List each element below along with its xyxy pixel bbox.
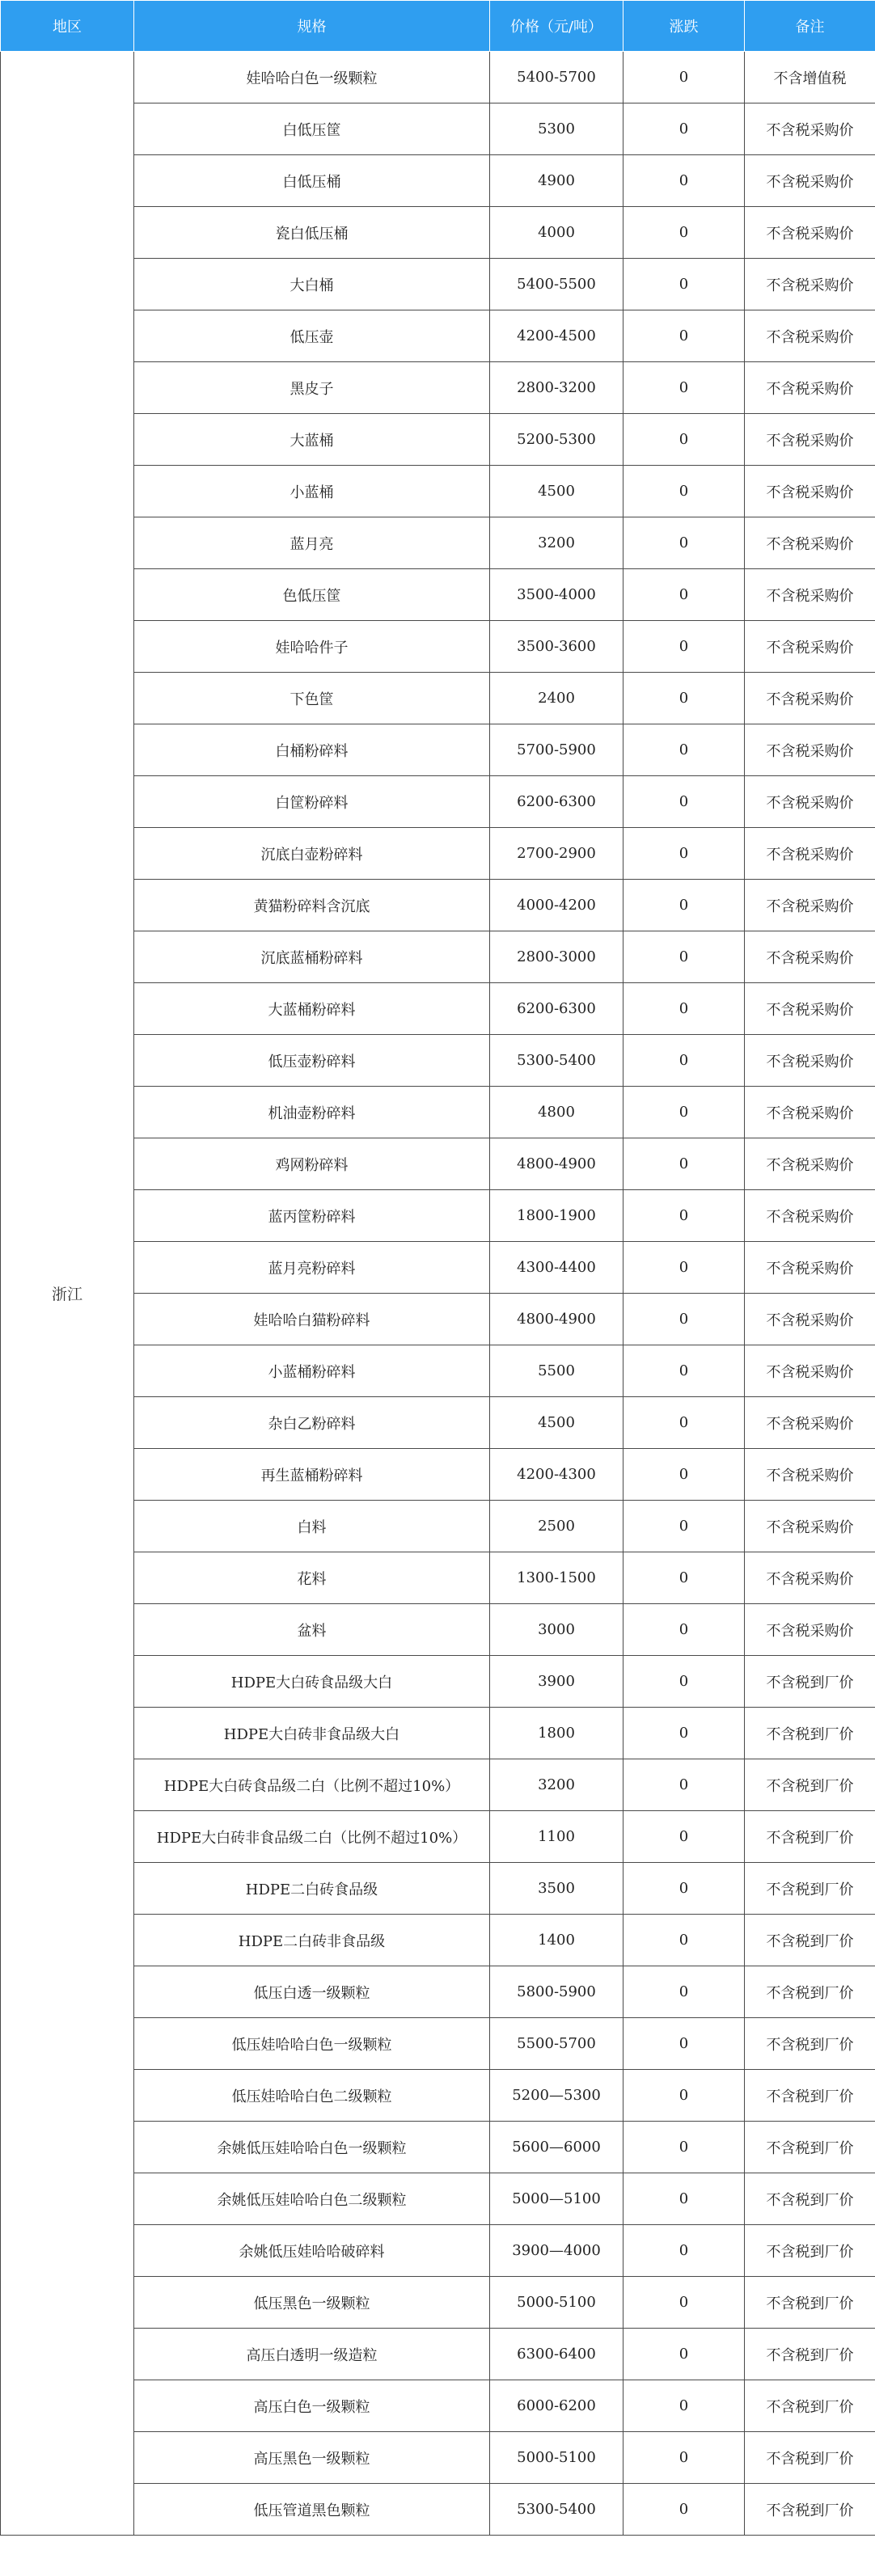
spec-cell: HDPE二白砖食品级 [134,1863,490,1915]
note-cell: 不含税采购价 [745,724,875,776]
header-row [1,1,875,52]
note-cell: 不含税到厂价 [745,2070,875,2122]
note-cell: 不含税采购价 [745,1294,875,1345]
change-cell: 0 [623,2432,745,2484]
change-cell: 0 [623,155,745,207]
change-cell: 0 [623,466,745,517]
change-cell: 0 [623,776,745,828]
note-cell: 不含税采购价 [745,1552,875,1604]
table-row [1,52,875,103]
price-cell: 5500-5700 [490,2018,623,2070]
note-cell: 不含税到厂价 [745,1759,875,1811]
note-cell: 不含税到厂价 [745,2432,875,2484]
note-cell: 不含税采购价 [745,1087,875,1138]
note-cell: 不含税采购价 [745,1449,875,1501]
change-cell: 0 [623,2380,745,2432]
price-cell: 5600—6000 [490,2122,623,2173]
spec-cell: 小蓝桶粉碎料 [134,1345,490,1397]
spec-cell: 杂白乙粉碎料 [134,1397,490,1449]
spec-cell: 黄猫粉碎料含沉底 [134,880,490,931]
spec-cell: 低压白透一级颗粒 [134,1966,490,2018]
price-cell: 5300-5400 [490,2484,623,2536]
price-cell: 5000—5100 [490,2173,623,2225]
change-cell: 0 [623,414,745,466]
change-cell: 0 [623,1242,745,1294]
change-cell: 0 [623,1604,745,1656]
spec-cell: 瓷白低压桶 [134,207,490,259]
spec-cell: 白桶粉碎料 [134,724,490,776]
spec-cell: 低压娃哈哈白色一级颗粒 [134,2018,490,2070]
price-cell: 3000 [490,1604,623,1656]
price-cell: 3900 [490,1656,623,1708]
change-cell: 0 [623,2173,745,2225]
note-cell: 不含税采购价 [745,466,875,517]
note-cell: 不含税到厂价 [745,2173,875,2225]
change-cell: 0 [623,2225,745,2277]
note-cell: 不含税到厂价 [745,1811,875,1863]
change-cell: 0 [623,1397,745,1449]
note-cell: 不含税采购价 [745,1035,875,1087]
spec-cell: 蓝月亮粉碎料 [134,1242,490,1294]
header-price: 价格（元/吨） [490,1,623,52]
price-cell: 2800-3200 [490,362,623,414]
note-cell: 不含税采购价 [745,1345,875,1397]
price-cell: 2500 [490,1501,623,1552]
note-cell: 不含税到厂价 [745,1708,875,1759]
note-cell: 不含税采购价 [745,259,875,310]
spec-cell: 大蓝桶 [134,414,490,466]
price-cell: 5800-5900 [490,1966,623,2018]
price-cell: 1100 [490,1811,623,1863]
spec-cell: 余姚低压娃哈哈白色二级颗粒 [134,2173,490,2225]
note-cell: 不含税采购价 [745,621,875,673]
header-note: 备注 [745,1,875,52]
change-cell: 0 [623,1759,745,1811]
change-cell: 0 [623,2018,745,2070]
spec-cell: 娃哈哈白猫粉碎料 [134,1294,490,1345]
spec-cell: 低压管道黑色颗粒 [134,2484,490,2536]
price-cell: 5700-5900 [490,724,623,776]
spec-cell: HDPE大白砖食品级大白 [134,1656,490,1708]
price-cell: 2700-2900 [490,828,623,880]
note-cell: 不含税采购价 [745,310,875,362]
change-cell: 0 [623,1294,745,1345]
change-cell: 0 [623,1087,745,1138]
change-cell: 0 [623,1501,745,1552]
price-cell: 3200 [490,517,623,569]
price-cell: 3200 [490,1759,623,1811]
price-cell: 5000-5100 [490,2432,623,2484]
spec-cell: 色低压筐 [134,569,490,621]
spec-cell: 黑皮子 [134,362,490,414]
change-cell: 0 [623,1345,745,1397]
price-cell: 2400 [490,673,623,724]
note-cell: 不含税采购价 [745,155,875,207]
note-cell: 不含税到厂价 [745,2484,875,2536]
note-cell: 不含税采购价 [745,1604,875,1656]
spec-cell: 沉底白壶粉碎料 [134,828,490,880]
spec-cell: HDPE大白砖非食品级大白 [134,1708,490,1759]
spec-cell: 娃哈哈白色一级颗粒 [134,52,490,103]
note-cell: 不含税采购价 [745,776,875,828]
spec-cell: 高压白透明一级造粒 [134,2329,490,2380]
spec-cell: 娃哈哈件子 [134,621,490,673]
note-cell: 不含税到厂价 [745,1863,875,1915]
change-cell: 0 [623,2070,745,2122]
spec-cell: 低压壶 [134,310,490,362]
note-cell: 不含税采购价 [745,517,875,569]
table-body [1,52,875,2536]
spec-cell: 白低压桶 [134,155,490,207]
spec-cell: 白料 [134,1501,490,1552]
spec-cell: 低压黑色一级颗粒 [134,2277,490,2329]
price-cell: 5200—5300 [490,2070,623,2122]
price-cell: 5000-5100 [490,2277,623,2329]
note-cell: 不含税采购价 [745,1242,875,1294]
spec-cell: 再生蓝桶粉碎料 [134,1449,490,1501]
note-cell: 不含税采购价 [745,673,875,724]
note-cell: 不含税到厂价 [745,2225,875,2277]
note-cell: 不含税采购价 [745,828,875,880]
spec-cell: 蓝月亮 [134,517,490,569]
price-cell: 4900 [490,155,623,207]
spec-cell: 低压娃哈哈白色二级颗粒 [134,2070,490,2122]
change-cell: 0 [623,931,745,983]
price-cell: 1300-1500 [490,1552,623,1604]
change-cell: 0 [623,1811,745,1863]
spec-cell: 机油壶粉碎料 [134,1087,490,1138]
change-cell: 0 [623,1708,745,1759]
price-cell: 1800-1900 [490,1190,623,1242]
change-cell: 0 [623,621,745,673]
change-cell: 0 [623,673,745,724]
note-cell: 不含税采购价 [745,1501,875,1552]
price-cell: 5200-5300 [490,414,623,466]
price-cell: 5400-5500 [490,259,623,310]
change-cell: 0 [623,1966,745,2018]
change-cell: 0 [623,2122,745,2173]
region-cell: 浙江 [1,52,134,2536]
change-cell: 0 [623,52,745,103]
change-cell: 0 [623,310,745,362]
spec-cell: 大白桶 [134,259,490,310]
note-cell: 不含税到厂价 [745,2277,875,2329]
price-cell: 3500-3600 [490,621,623,673]
change-cell: 0 [623,1552,745,1604]
price-cell: 6200-6300 [490,983,623,1035]
note-cell: 不含税采购价 [745,931,875,983]
spec-cell: HDPE二白砖非食品级 [134,1915,490,1966]
price-cell: 5300 [490,103,623,155]
price-cell: 6300-6400 [490,2329,623,2380]
price-cell: 4200-4500 [490,310,623,362]
spec-cell: 余姚低压娃哈哈破碎料 [134,2225,490,2277]
spec-cell: 蓝丙筐粉碎料 [134,1190,490,1242]
spec-cell: 大蓝桶粉碎料 [134,983,490,1035]
change-cell: 0 [623,103,745,155]
change-cell: 0 [623,207,745,259]
note-cell: 不含增值税 [745,52,875,103]
spec-cell: 盆料 [134,1604,490,1656]
change-cell: 0 [623,517,745,569]
note-cell: 不含税采购价 [745,207,875,259]
change-cell: 0 [623,880,745,931]
change-cell: 0 [623,569,745,621]
price-cell: 5400-5700 [490,52,623,103]
change-cell: 0 [623,259,745,310]
note-cell: 不含税采购价 [745,1397,875,1449]
price-cell: 5300-5400 [490,1035,623,1087]
change-cell: 0 [623,724,745,776]
change-cell: 0 [623,1863,745,1915]
note-cell: 不含税到厂价 [745,1966,875,2018]
spec-cell: HDPE大白砖非食品级二白（比例不超过10%） [134,1811,490,1863]
price-cell: 3500 [490,1863,623,1915]
price-cell: 4200-4300 [490,1449,623,1501]
change-cell: 0 [623,1915,745,1966]
change-cell: 0 [623,1035,745,1087]
change-cell: 0 [623,1656,745,1708]
note-cell: 不含税采购价 [745,983,875,1035]
spec-cell: 余姚低压娃哈哈白色一级颗粒 [134,2122,490,2173]
spec-cell: 沉底蓝桶粉碎料 [134,931,490,983]
spec-cell: HDPE大白砖食品级二白（比例不超过10%） [134,1759,490,1811]
spec-cell: 高压白色一级颗粒 [134,2380,490,2432]
price-cell: 4000 [490,207,623,259]
price-cell: 6000-6200 [490,2380,623,2432]
price-cell: 3900—4000 [490,2225,623,2277]
spec-cell: 鸡网粉碎料 [134,1138,490,1190]
price-cell: 2800-3000 [490,931,623,983]
note-cell: 不含税采购价 [745,880,875,931]
change-cell: 0 [623,2329,745,2380]
change-cell: 0 [623,828,745,880]
spec-cell: 花料 [134,1552,490,1604]
change-cell: 0 [623,1138,745,1190]
price-cell: 4800-4900 [490,1138,623,1190]
header-region: 地区 [1,1,134,52]
change-cell: 0 [623,2484,745,2536]
spec-cell: 小蓝桶 [134,466,490,517]
price-cell: 6200-6300 [490,776,623,828]
price-cell: 3500-4000 [490,569,623,621]
spec-cell: 低压壶粉碎料 [134,1035,490,1087]
note-cell: 不含税采购价 [745,569,875,621]
note-cell: 不含税采购价 [745,1138,875,1190]
note-cell: 不含税到厂价 [745,2329,875,2380]
change-cell: 0 [623,1190,745,1242]
price-cell: 4000-4200 [490,880,623,931]
note-cell: 不含税到厂价 [745,2380,875,2432]
price-cell: 4300-4400 [490,1242,623,1294]
price-cell: 5500 [490,1345,623,1397]
price-cell: 4800 [490,1087,623,1138]
table-header [1,1,875,52]
note-cell: 不含税采购价 [745,1190,875,1242]
note-cell: 不含税到厂价 [745,1656,875,1708]
header-change: 涨跌 [623,1,745,52]
spec-cell: 白筐粉碎料 [134,776,490,828]
price-cell: 1400 [490,1915,623,1966]
note-cell: 不含税采购价 [745,414,875,466]
price-cell: 4500 [490,466,623,517]
change-cell: 0 [623,2277,745,2329]
price-cell: 4800-4900 [490,1294,623,1345]
change-cell: 0 [623,983,745,1035]
note-cell: 不含税到厂价 [745,2018,875,2070]
spec-cell: 下色筐 [134,673,490,724]
note-cell: 不含税采购价 [745,103,875,155]
note-cell: 不含税到厂价 [745,2122,875,2173]
spec-cell: 高压黑色一级颗粒 [134,2432,490,2484]
change-cell: 0 [623,1449,745,1501]
change-cell: 0 [623,362,745,414]
note-cell: 不含税采购价 [745,362,875,414]
price-cell: 4500 [490,1397,623,1449]
header-spec: 规格 [134,1,490,52]
price-cell: 1800 [490,1708,623,1759]
spec-cell: 白低压筐 [134,103,490,155]
note-cell: 不含税到厂价 [745,1915,875,1966]
